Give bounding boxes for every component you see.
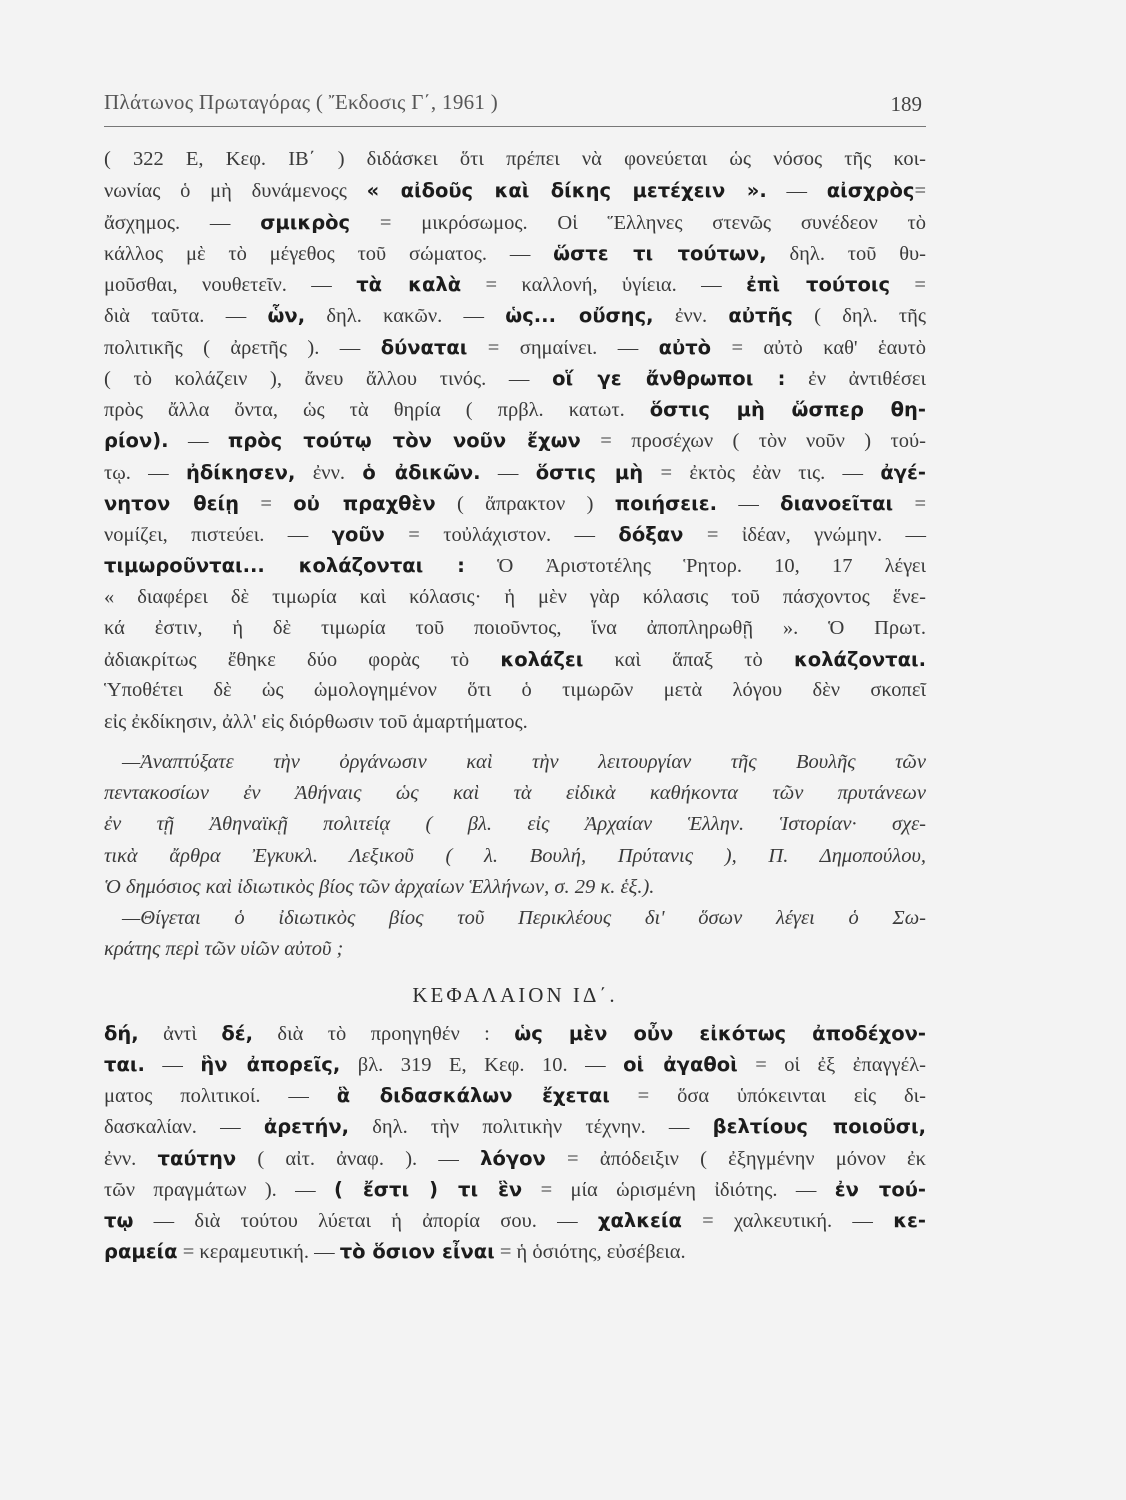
- bold-term: ραμεία: [104, 1240, 178, 1264]
- text-run: = μικρόσωμος. Οἱ Ἕλληνες στενῶς συνέδεον τὸ: [350, 211, 926, 234]
- bold-term: ὡς... οὔσης,: [505, 304, 654, 328]
- text-line: [104, 1080, 926, 1111]
- bold-term: δόξαν: [618, 523, 684, 546]
- text-run: ματος πολιτικοί. —: [104, 1085, 337, 1107]
- text-run: = ἐκτὸς ἐὰν τις. —: [643, 461, 881, 484]
- text-run: —: [144, 1053, 201, 1076]
- bold-term: διανοεῖται: [780, 491, 894, 515]
- text-line: [104, 332, 926, 363]
- bold-term: αὐτῆς: [728, 304, 793, 328]
- question-line: κράτης περὶ τῶν υἱῶν αὐτοῦ ;: [104, 938, 344, 961]
- text-line: [104, 613, 926, 644]
- text-line: [104, 582, 926, 613]
- text-run: —: [766, 180, 827, 203]
- question-line: —Ἀναπτύξατε τὴν ὀργάνωσιν καὶ τὴν λειτουργίαν τῆς Βουλῆς τῶν: [122, 750, 926, 773]
- text-run: διὰ τὸ προηγηθέν :: [253, 1022, 515, 1045]
- text-run: « διαφέρει δὲ τιμωρία καὶ κόλασις· ἡ μὲν γὰρ κόλασις τοῦ πάσχοντος ἕνε-: [104, 585, 926, 608]
- text-run: ἐνν.: [295, 461, 363, 484]
- chapter-paragraph: [104, 1018, 926, 1268]
- page-number: 189: [890, 92, 922, 116]
- text-run: = χαλκευτική. —: [681, 1210, 894, 1232]
- text-line: [104, 675, 926, 706]
- text-line: [104, 1174, 926, 1205]
- text-line: [104, 488, 926, 519]
- text-run: = ὅσα ὑπόκεινται εἰς δι-: [609, 1085, 926, 1107]
- questions-paragraph: [104, 747, 926, 966]
- text-run: καὶ ἅπαξ τὸ: [583, 649, 794, 671]
- bold-term: ὡς μὲν οὖν εἰκότως ἀποδέχον-: [514, 1021, 926, 1045]
- bold-term: βελτίους ποιοῦσι,: [712, 1115, 926, 1139]
- bold-term: ποιήσειε.: [614, 491, 718, 515]
- bold-term: ἀγέ-: [880, 460, 926, 484]
- text-run: =: [893, 492, 927, 515]
- bold-term: « αἰδοῦς καὶ δίκης μετέχειν ».: [366, 179, 767, 203]
- text-run: = οἱ ἐξ ἐπαγγέλ-: [737, 1053, 926, 1076]
- text-line: [104, 550, 926, 581]
- text-run: ἀδιακρίτως ἔθηκε δύο φορὰς τὸ: [104, 649, 501, 671]
- text-line: [104, 207, 926, 238]
- question-line: πεντακοσίων ἐν Ἀθήναις ὡς καὶ τὰ εἰδικὰ καθήκοντα τῶν πρυτάνεων: [104, 782, 926, 804]
- bold-term: ται.: [104, 1052, 145, 1076]
- bold-term: πρὸς τούτῳ τὸν νοῦν ἔχων: [227, 429, 581, 453]
- text-run: —: [480, 461, 536, 484]
- text-run: πολιτικῆς ( ἀρετῆς ). —: [104, 336, 381, 359]
- bold-term: κολάζει: [500, 648, 584, 671]
- text-run: τῳ. —: [104, 461, 187, 484]
- text-line: [104, 238, 926, 269]
- question-line: Ὁ δημόσιος καὶ ἰδιωτικὸς βίος τῶν ἀρχαίων Ἑλλήνων, σ. 29 κ. ἑξ.).: [104, 875, 655, 898]
- text-run: ( ἄπρακτον ): [435, 492, 615, 515]
- bold-term: οἱ ἀγαθοὶ: [623, 1052, 738, 1076]
- text-line: [104, 1143, 926, 1174]
- bold-term: ὅστις μὴ ὥσπερ θη-: [649, 398, 927, 421]
- bold-term: ὥστε τι τούτων,: [553, 241, 767, 265]
- text-run: ἐνν.: [653, 305, 729, 328]
- text-line: [104, 1049, 926, 1080]
- text-run: δηλ. τὴν πολιτικὴν τέχνην. —: [349, 1116, 713, 1139]
- text-run: νομίζει, πιστεύει. —: [104, 524, 332, 546]
- bold-term: ἐν τού-: [834, 1177, 927, 1201]
- bold-term: τῳ: [104, 1209, 134, 1232]
- text-run: κά ἐστιν, ἡ δὲ τιμωρία τοῦ ποιοῦντος, ἵνα ἀποπληρωθῇ ». Ὁ Πρωτ.: [104, 616, 926, 639]
- text-run: = κεραμευτική. —: [177, 1241, 340, 1264]
- bold-term: δέ,: [221, 1021, 253, 1045]
- text-run: μοῦσθαι, νουθετεῖν. —: [104, 274, 357, 296]
- text-line: [104, 300, 926, 331]
- bold-term: ὁ ἀδικῶν.: [362, 460, 481, 484]
- text-line: [104, 1205, 926, 1236]
- bold-term: τιμωροῦνται... κολάζονται :: [104, 554, 465, 578]
- text-run: νωνίας ὁ μὴ δυνάμενοςς: [104, 180, 367, 203]
- text-line: [104, 519, 926, 550]
- text-run: ( 322 Ε, Κεφ. ΙΒ΄ ) διδάσκει ὅτι πρέπει νὰ φονεύεται ὡς νόσος τῆς κοι-: [104, 148, 926, 170]
- text-line: [104, 1111, 926, 1142]
- bold-term: ἃ διδασκάλων ἔχεται: [336, 1084, 610, 1107]
- bold-term: ὧν,: [267, 304, 306, 328]
- text-run: Ὁ Ἀριστοτέλης Ῥητορ. 10, 17 λέγει: [464, 555, 926, 578]
- bold-term: δύναται: [380, 335, 468, 359]
- text-run: = τοὐλάχιστον. —: [384, 524, 619, 546]
- text-run: = μία ὡρισμένη ἰδιότης. —: [522, 1178, 835, 1201]
- bold-term: ταύτην: [157, 1146, 237, 1170]
- bold-term: οἵ γε ἄνθρωποι :: [552, 366, 786, 390]
- bold-term: δή,: [104, 1021, 139, 1045]
- text-run: —: [717, 492, 781, 515]
- bold-term: τὰ καλὰ: [356, 273, 462, 296]
- bold-term: οὐ πραχθὲν: [293, 491, 436, 515]
- text-run: = αὐτὸ καθ' ἑαυτὸ: [711, 336, 926, 359]
- bold-term: ( ἔστι ) τι ἓν: [334, 1177, 523, 1201]
- text-line: [104, 1018, 926, 1049]
- page-body: [104, 144, 926, 1268]
- text-run: Ὑποθέτει δὲ ὡς ὡμολογημένον ὅτι ὁ τιμωρῶν μετὰ λόγου δὲν σκοπεῖ: [104, 679, 926, 702]
- text-run: δασκαλίαν. —: [104, 1116, 264, 1139]
- bold-term: σμικρὸς: [260, 210, 351, 234]
- text-line: [104, 269, 926, 300]
- bold-term: αὐτὸ: [658, 335, 712, 359]
- bold-term: κε-: [893, 1209, 926, 1232]
- question-line: ἐν τῇ Ἀθηναϊκῇ πολιτείᾳ ( βλ. εἰς Ἀρχαίαν Ἑλλην. Ἱστορίαν· σχε-: [104, 813, 926, 836]
- text-run: τῶν πραγμάτων ). —: [104, 1178, 335, 1201]
- bold-term: ἠδίκησεν,: [186, 460, 296, 484]
- text-run: κάλλος μὲ τὸ μέγεθος τοῦ σώματος. —: [104, 242, 554, 265]
- text-run: = σημαίνει. —: [467, 336, 659, 359]
- text-run: —: [168, 430, 228, 453]
- bold-term: χαλκεία: [597, 1209, 682, 1232]
- running-title: Πλάτωνος Πρωταγόρας ( Ἔκδοσις Γ΄, 1961 ): [104, 90, 499, 114]
- text-run: =: [890, 274, 926, 296]
- bold-term: νητον θείῃ: [104, 491, 240, 515]
- text-run: δηλ. κακῶν. —: [305, 305, 506, 328]
- question-line: τικὰ ἄρθρα Ἐγκυκλ. Λεξικοῦ ( λ. Βουλή, Πρύτανις ), Π. Δημοπούλου,: [104, 844, 926, 867]
- text-line: [104, 363, 926, 394]
- commentary-paragraph: [104, 144, 926, 738]
- text-line: [104, 644, 926, 675]
- text-run: διὰ ταῦτα. —: [104, 305, 268, 328]
- bold-term: ὅστις μὴ: [535, 460, 644, 484]
- text-run: =: [914, 180, 926, 203]
- text-run: = προσέχων ( τὸν νοῦν ) τού-: [580, 430, 926, 453]
- text-run: δηλ. τοῦ θυ-: [766, 242, 926, 265]
- text-line: [104, 175, 926, 206]
- bold-term: ρίον).: [104, 429, 169, 453]
- bold-term: αἰσχρὸς: [826, 179, 915, 203]
- text-line: [104, 1236, 926, 1267]
- text-line: [104, 144, 926, 175]
- chapter-heading: ΚΕΦΑΛΑΙΟΝ ΙΔ΄.: [412, 982, 618, 1007]
- bold-term: ἐπὶ τούτοις: [746, 273, 891, 296]
- text-run: ἀντὶ: [138, 1022, 222, 1045]
- text-run: βλ. 319 Ε, Κεφ. 10. —: [340, 1053, 624, 1076]
- text-run: ἄσχημος. —: [104, 211, 261, 234]
- text-run: ἐν ἀντιθέσει: [785, 367, 926, 390]
- text-line: [104, 425, 926, 456]
- text-run: = ἡ ὁσιότης, εὐσέβεια.: [494, 1241, 686, 1264]
- text-line: [104, 457, 926, 488]
- bold-term: γοῦν: [331, 523, 385, 546]
- text-run: — διὰ τούτου λύεται ἡ ἀπορία σου. —: [133, 1210, 598, 1232]
- text-run: = ἀπόδειξιν ( ἐξηγμένην μόνον ἐκ: [545, 1147, 926, 1170]
- text-run: ἐνν.: [104, 1147, 158, 1170]
- text-run: =: [239, 492, 294, 515]
- text-run: ( τὸ κολάζειν ), ἄνευ ἄλλου τινός. —: [104, 367, 553, 390]
- text-run: πρὸς ἄλλα ὄντα, ὡς τὰ θηρία ( πρβλ. κατωτ.: [104, 399, 650, 421]
- bold-term: ἣν ἀπορεῖς,: [200, 1052, 341, 1076]
- text-run: ( δηλ. τῆς: [792, 305, 926, 328]
- text-run: εἰς ἐκδίκησιν, ἀλλ' εἰς διόρθωσιν τοῦ ἁμαρτήματος.: [104, 710, 528, 733]
- bold-term: ἀρετήν,: [263, 1115, 350, 1139]
- bold-term: κολάζονται.: [793, 648, 926, 671]
- text-run: ( αἰτ. ἀναφ. ). —: [236, 1147, 481, 1170]
- bold-term: λόγον: [480, 1146, 546, 1170]
- text-run: = ἰδέαν, γνώμην. —: [683, 524, 926, 546]
- text-line: [104, 707, 926, 738]
- text-run: = καλλονή, ὑγίεια. —: [461, 274, 747, 296]
- running-header: [104, 76, 926, 127]
- text-line: [104, 394, 926, 425]
- question-line: —Θίγεται ὁ ἰδιωτικὸς βίος τοῦ Περικλέους δι' ὅσων λέγει ὁ Σω-: [122, 907, 926, 929]
- bold-term: τὸ ὅσιον εἶναι: [339, 1240, 495, 1264]
